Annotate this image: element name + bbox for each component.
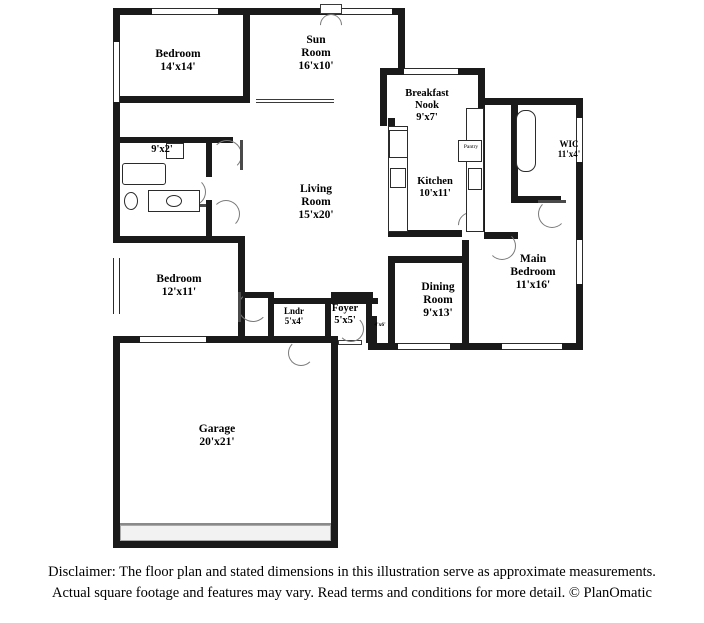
- room-name-line1: Sun: [306, 34, 326, 46]
- room-name-line1: Main: [519, 253, 547, 265]
- room-label-closet-small: [368, 322, 392, 328]
- room-name: WIC: [559, 139, 579, 149]
- room-name: Foyer: [331, 303, 359, 314]
- room-name-line1: Breakfast: [405, 88, 449, 99]
- room-label-garage: [167, 423, 267, 449]
- window-dining-bottom: [398, 343, 450, 350]
- room-dimensions: 9'x7': [416, 111, 438, 123]
- room-dimensions: 16'x10': [298, 59, 334, 72]
- window-main-bedroom-bottom: [502, 343, 562, 350]
- window-bedroom3-left: [113, 258, 120, 314]
- annotation-pantry: [455, 144, 487, 150]
- room-name: Bedroom: [155, 48, 201, 60]
- room-label-half-bath: [132, 144, 192, 156]
- garage-door-panel: [120, 525, 331, 541]
- window-bedroom2-top: [152, 8, 218, 15]
- room-dimensions: 12'x11': [161, 285, 197, 298]
- wall-bedroom3-top: [113, 236, 245, 243]
- door-arc-hall-closet: [212, 200, 240, 228]
- room-label-breakfast-nook: [382, 88, 472, 123]
- room-name-line2: Nook: [415, 99, 439, 111]
- room-dimensions: 14'x14': [160, 60, 196, 73]
- room-label-bedroom-3: [129, 273, 229, 299]
- kitchen-sink: [468, 168, 482, 190]
- wall-bath-right: [206, 137, 212, 177]
- room-label-dining-room: [396, 281, 480, 320]
- room-label-wic: [539, 139, 599, 159]
- door-panel-bedroom3: [238, 292, 241, 322]
- door-sunroom-top: [320, 4, 342, 14]
- wall-bedroom2-bottom: [120, 96, 250, 103]
- room-label-main-bedroom: [483, 253, 583, 292]
- room-name-line2: Room: [301, 195, 331, 208]
- room-label-kitchen: [400, 176, 470, 200]
- annotation-text: Pantry: [463, 144, 479, 150]
- wic-shelf: [516, 110, 536, 172]
- sink-basin: [166, 195, 182, 207]
- window-nook-top: [404, 68, 458, 75]
- room-label-laundry: [268, 306, 320, 326]
- door-bedroom2-opening: [256, 99, 334, 103]
- disclaimer: [0, 562, 704, 604]
- room-dimensions: 11'x16': [515, 278, 551, 291]
- disclaimer-line-1: Disclaimer: The floor plan and stated dimensions in this illustration serve as approximate measurements.: [48, 564, 656, 580]
- wall-living-bottom-right: [331, 292, 373, 298]
- door-arc-bedroom2: [212, 140, 242, 170]
- wall-wic-top: [511, 98, 583, 105]
- disclaimer-line-2: Actual square footage and features may vary. Read terms and conditions for more detail. © PlanOmatic: [52, 585, 652, 602]
- wall-garage-bottom: [113, 541, 338, 548]
- room-dimensions: 11'x4': [557, 149, 581, 160]
- room-name-line2: Bedroom: [510, 265, 556, 278]
- wall-sunroom-right: [398, 8, 405, 68]
- room-name-line2: Room: [423, 293, 453, 306]
- door-arc-laundry: [288, 340, 314, 366]
- wall-dining-top: [388, 256, 468, 263]
- room-name-line2: Room: [301, 46, 331, 59]
- room-dimensions: 9'x13': [423, 306, 453, 319]
- door-panel-bedroom2: [240, 140, 243, 170]
- bathtub: [122, 163, 166, 185]
- room-dimensions: 10'x11': [419, 187, 451, 199]
- room-name-line1: Dining: [421, 281, 455, 293]
- room-dimensions: 5'x4': [284, 316, 304, 327]
- wall-dining-left: [388, 262, 395, 350]
- room-name: Kitchen: [417, 176, 453, 187]
- room-dimensions: 15'x20': [298, 208, 334, 221]
- door-panel-wic: [538, 200, 566, 203]
- room-label-bedroom-2: [128, 48, 228, 74]
- door-arc-bedroom3: [238, 292, 268, 322]
- room-dimensions: 20'x21': [199, 435, 235, 448]
- wall-garage-left: [113, 336, 120, 548]
- room-label-living-room: [270, 183, 362, 222]
- refrigerator: [389, 130, 408, 158]
- room-label-sun-room: [270, 34, 362, 73]
- wall-hall-right: [206, 200, 212, 238]
- wall-bedroom2-right: [243, 15, 250, 101]
- room-dimensions: 4'x6': [374, 322, 386, 328]
- room-name: Garage: [198, 423, 236, 435]
- window-bedroom3-bottom: [140, 336, 206, 343]
- room-label-foyer: [315, 303, 375, 327]
- toilet: [124, 192, 138, 210]
- room-name: Bedroom: [156, 273, 202, 285]
- room-name-line1: Living: [300, 183, 332, 195]
- room-dimensions: 9'x2': [151, 144, 173, 155]
- room-dimensions: 5'x5': [334, 314, 356, 326]
- window-bedroom2-left: [113, 42, 120, 102]
- door-arc-wic: [538, 200, 566, 228]
- room-name: Lndr: [283, 306, 304, 316]
- wall-garage-right: [331, 336, 338, 548]
